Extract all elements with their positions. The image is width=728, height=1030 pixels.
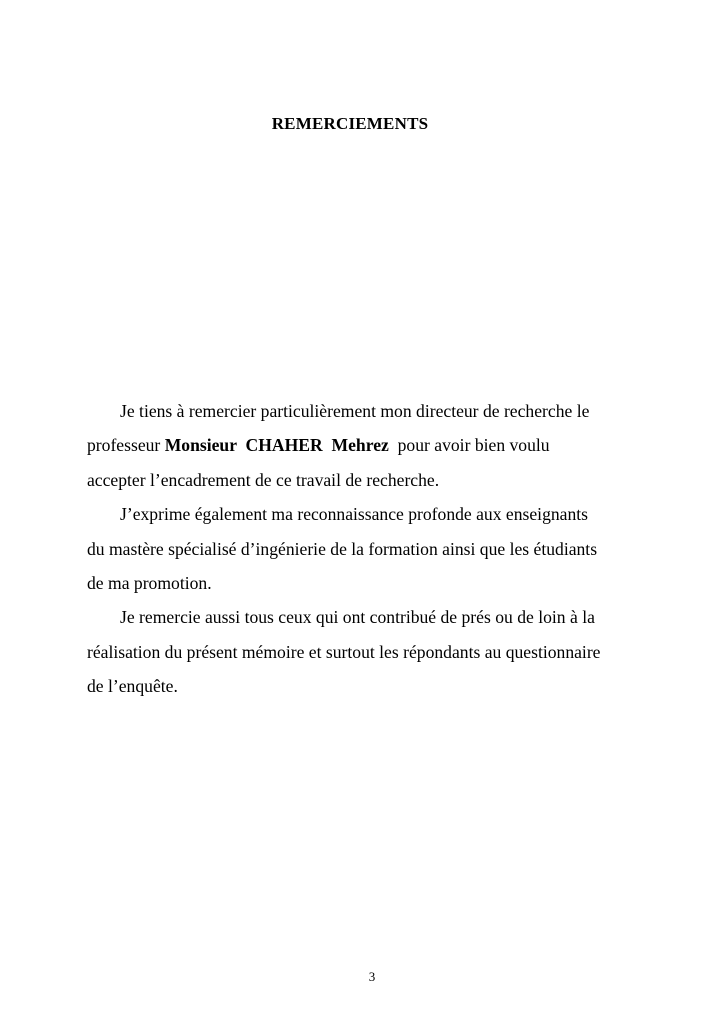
paragraph-3-line-1: Je remercie aussi tous ceux qui ont contribué de prés ou de loin à la xyxy=(120,607,595,628)
page-number: 3 xyxy=(368,969,376,984)
page-title: REMERCIEMENTS xyxy=(271,114,429,133)
text-professeur: professeur xyxy=(87,435,165,456)
paragraph-1-line-2 xyxy=(87,428,662,462)
paragraph-2-line-2: du mastère spécialisé d’ingénierie de la formation ainsi que les étudiants xyxy=(87,538,598,559)
paragraph-1-line-1: Je tiens à remercier particulièrement mon directeur de recherche le xyxy=(120,401,590,421)
paragraph-3-line-2: réalisation du présent mémoire et surtout les répondants au questionnaire xyxy=(87,641,601,662)
paragraph-2-line-3: de ma promotion. xyxy=(87,573,212,594)
paragraph-1-line-3: accepter l’encadrement de ce travail de recherche. xyxy=(87,469,440,490)
acknowledgements-body xyxy=(87,394,662,704)
paragraph-2-line-1: J’exprime également ma reconnaissance profonde aux enseignants xyxy=(120,504,589,525)
text-pour-avoir: pour avoir bien voulu xyxy=(388,435,550,456)
paragraph-3-line-3: de l’enquête. xyxy=(87,676,178,697)
supervisor-name: Monsieur CHAHER Mehrez xyxy=(164,435,389,456)
